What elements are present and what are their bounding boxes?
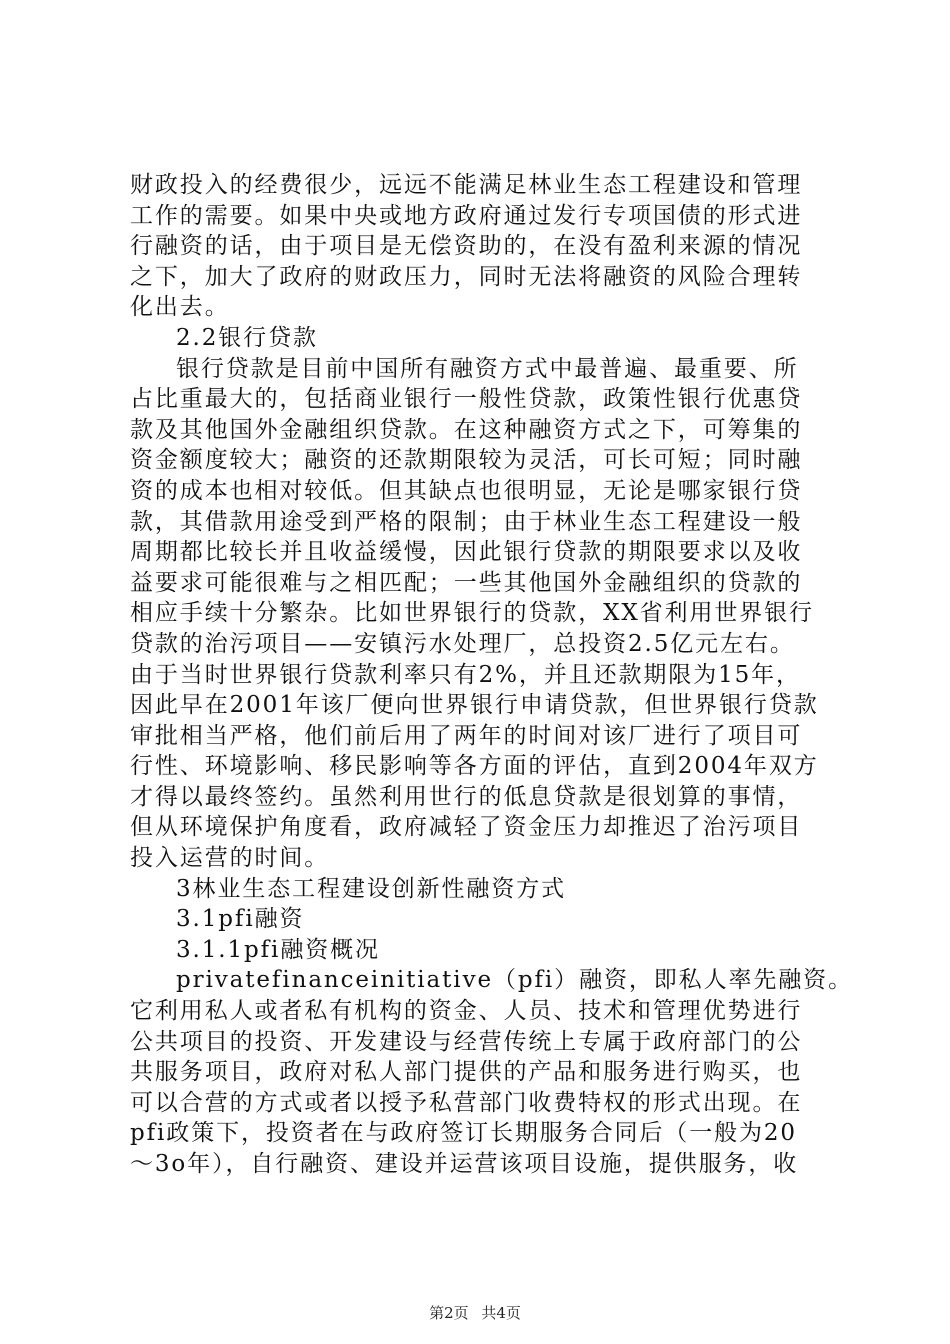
- text-line: 化出去。: [130, 294, 230, 321]
- text-line: 可以合营的方式或者以授予私营部门收费特权的形式出现。在: [130, 1089, 803, 1116]
- page-footer: [0, 1303, 950, 1323]
- text-line: 款，其借款用途受到严格的限制；由于林业生态工程建设一般: [130, 508, 803, 535]
- document-body: [130, 170, 853, 1180]
- page-total: 共4页: [481, 1304, 521, 1322]
- text-line: 2.2银行贷款: [176, 324, 318, 351]
- text-line: 投入运营的时间。: [130, 845, 330, 872]
- text-line: 3.1pfi融资: [176, 906, 305, 933]
- text-line: pfi政策下，投资者在与政府签订长期服务合同后（一般为20: [130, 1120, 797, 1147]
- text-line: 财政投入的经费很少，远远不能满足林业生态工程建设和管理: [130, 172, 803, 198]
- text-line: 银行贷款是目前中国所有融资方式中最普遍、最重要、所: [176, 355, 799, 382]
- text-line: 之下，加大了政府的财政压力，同时无法将融资的风险合理转: [130, 263, 803, 290]
- text-line: 由于当时世界银行贷款利率只有2%，并且还款期限为15年，: [130, 661, 801, 688]
- page-number: 第2页: [429, 1304, 469, 1322]
- text-line: 审批相当严格，他们前后用了两年的时间对该厂进行了项目可: [130, 722, 803, 749]
- text-line: 3.1.1pfi融资概况: [176, 936, 380, 963]
- text-line: 它利用私人或者私有机构的资金、人员、技术和管理优势进行: [130, 998, 803, 1025]
- text-line: 公共项目的投资、开发建设与经营传统上专属于政府部门的公: [130, 1028, 803, 1055]
- text-line: 工作的需要。如果中央或地方政府通过发行专项国债的形式进: [130, 202, 803, 229]
- text-line: 共服务项目，政府对私人部门提供的产品和服务进行购买，也: [130, 1059, 803, 1086]
- text-line: 贷款的治污项目——安镇污水处理厂，总投资2.5亿元左右。: [130, 630, 795, 657]
- text-line: 相应手续十分繁杂。比如世界银行的贷款，XX省利用世界银行: [130, 600, 814, 627]
- text-line: ～3o年），自行融资、建设并运营该项目设施，提供服务，收: [130, 1151, 799, 1177]
- text-line: 行融资的话，由于项目是无偿资助的，在没有盈利来源的情况: [130, 233, 803, 260]
- text-line: 占比重最大的，包括商业银行一般性贷款，政策性银行优惠贷: [130, 386, 803, 413]
- text-line: 益要求可能很难与之相匹配；一些其他国外金融组织的贷款的: [130, 569, 803, 596]
- text-line: 行性、环境影响、移民影响等各方面的评估，直到2004年双方: [130, 753, 819, 780]
- text-line: 周期都比较长并且收益缓慢，因此银行贷款的期限要求以及收: [130, 539, 803, 566]
- text-line: 款及其他国外金融组织贷款。在这种融资方式之下，可筹集的: [130, 416, 803, 443]
- text-line: 3林业生态工程建设创新性融资方式: [176, 875, 567, 902]
- text-line: 才得以最终签约。虽然利用世行的低息贷款是很划算的事情，: [130, 783, 803, 810]
- text-line: 因此早在2001年该厂便向世界银行申请贷款，但世界银行贷款: [130, 692, 819, 719]
- text-line: privatefinanceinitiative（pfi）融资，即私人率先融资。: [176, 967, 853, 994]
- text-line: 但从环境保护角度看，政府减轻了资金压力却推迟了治污项目: [130, 814, 803, 841]
- text-line: 资金额度较大；融资的还款期限较为灵活，可长可短；同时融: [130, 447, 803, 474]
- text-line: 资的成本也相对较低。但其缺点也很明显，无论是哪家银行贷: [130, 477, 803, 504]
